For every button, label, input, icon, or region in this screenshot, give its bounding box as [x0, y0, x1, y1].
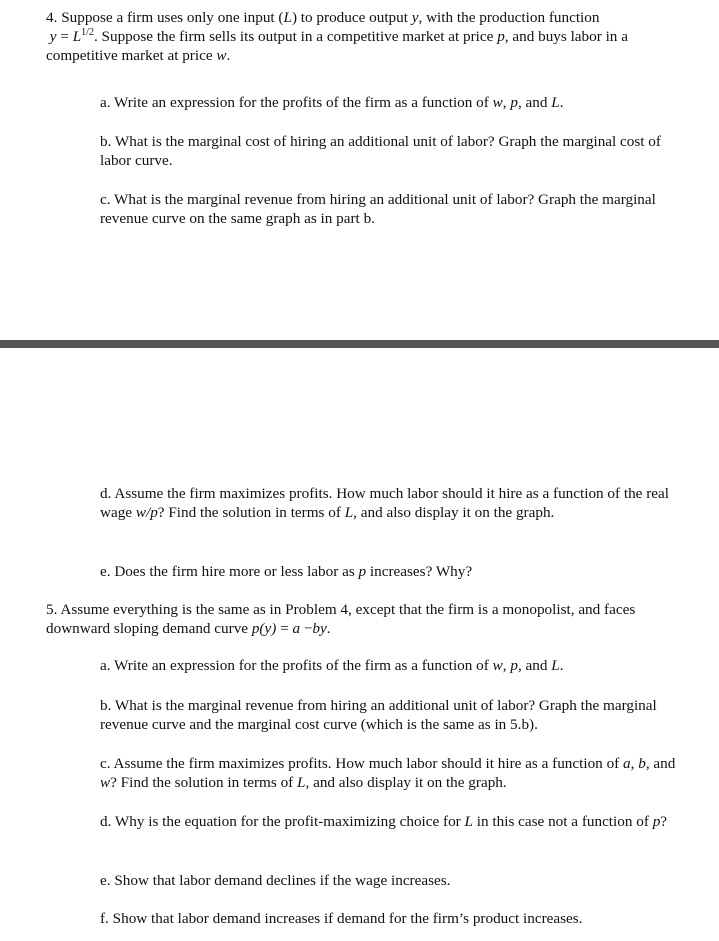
problem-4-intro: 4. Suppose a firm uses only one input (L) to produce output y, with the production function $y = L^{1/2}$. Suppose the firm sells its output in a competitive market at price p, and buys labor in a competitive market at price w. — [46, 9, 628, 64]
problem-4c: c. What is the marginal revenue from hiring an additional unit of labor? Graph the marginal revenue curve on the same graph as in part b. — [100, 191, 656, 227]
problem-4d: d. Assume the firm maximizes profits. How much labor should it hire as a function of the real wage w/p? Find the solution in terms of L, and also display it on the graph. — [100, 485, 669, 521]
page-divider — [0, 340, 719, 348]
problem-5b: b. What is the marginal revenue from hiring an additional unit of labor? Graph the marginal revenue curve and the marginal cost curve (which is the same as in 5.b). — [100, 697, 657, 733]
problem-5d: d. Why is the equation for the profit-maximizing choice for L in this case not a function of p? — [100, 813, 668, 830]
problem-4b: b. What is the marginal cost of hiring an additional unit of labor? Graph the marginal cost of labor curve. — [100, 133, 661, 169]
problem-5a: a. Write an expression for the profits of the firm as a function of w, p, and L. — [100, 657, 564, 674]
problem-5f: f. Show that labor demand increases if demand for the firm’s product increases. — [100, 910, 583, 927]
problem-4e: e. Does the firm hire more or less labor as p increases? Why? — [100, 563, 473, 580]
problem-5c: c. Assume the firm maximizes profits. How much labor should it hire as a function of a, b, and w? Find the solution in terms of L, and also display it on the graph. — [100, 755, 676, 791]
problem-5-intro: 5. Assume everything is the same as in Problem 4, except that the firm is a monopolist, and faces downward sloping demand curve p(y) = a −by. — [46, 601, 636, 637]
problem-4a: a. Write an expression for the profits of the firm as a function of w, p, and L. — [100, 94, 564, 111]
problem-5e: e. Show that labor demand declines if the wage increases. — [100, 872, 451, 889]
